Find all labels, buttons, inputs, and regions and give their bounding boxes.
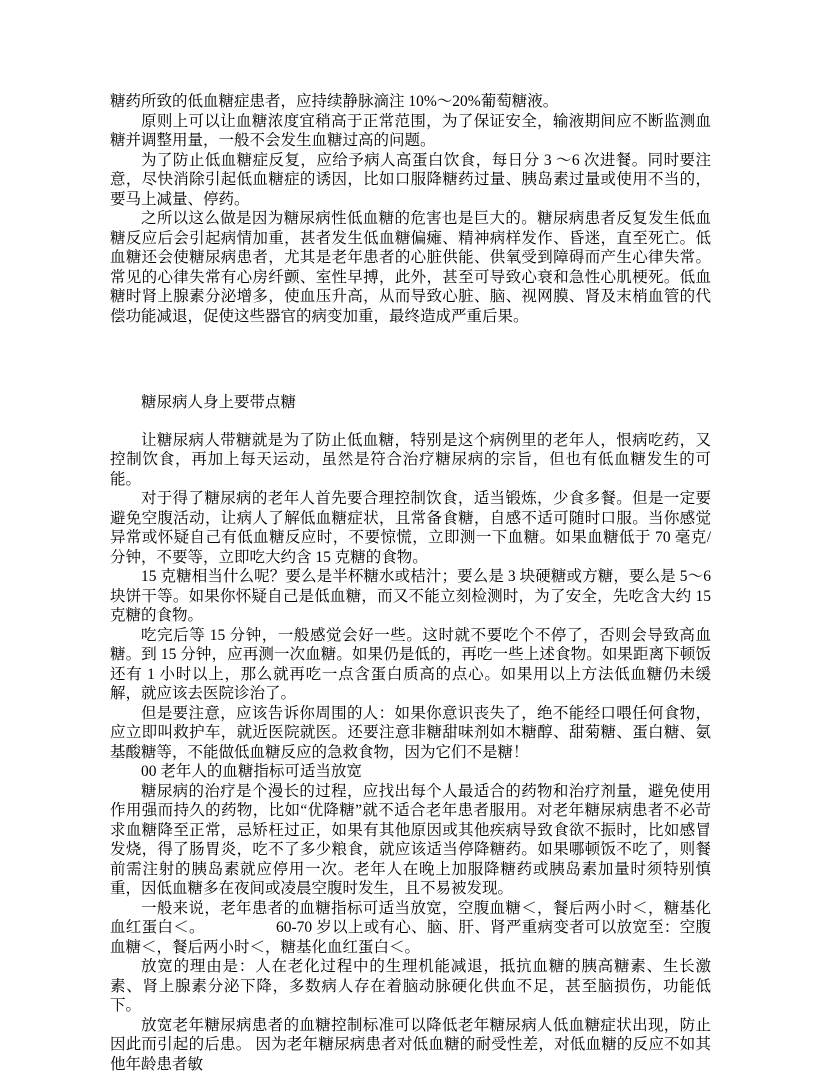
paragraph-section-3: 15 克糖相当什么呢？要么是半杯糖水或桔汁；要么是 3 块硬糖或方糖，要么是 5～6 块饼干等。如果你怀疑自己是低血糖，而又不能立刻检测时，为了安全，先吃含大约 15 克糖的食物。	[110, 567, 711, 626]
paragraph-intro-continuation: 糖药所致的低血糖症患者，应持续静脉滴注 10%～20%葡萄糖液。	[110, 92, 711, 112]
paragraph-section-5: 但是要注意，应该告诉你周围的人：如果你意识丧失了，绝不能经口喂任何食物，应立即叫救护车，就近医院就医。还要注意非糖甜味剂如木糖醇、甜菊糖、蛋白糖、氨基酸糖等，不能做低血糖反应的急救食物，因为它们不是糖！	[110, 704, 711, 763]
paragraph-section-1: 让糖尿病人带糖就是为了防止低血糖，特别是这个病例里的老年人，恨病吃药，又控制饮食，再加上每天运动，虽然是符合治疗糖尿病的宗旨，但也有低血糖发生的可能。	[110, 431, 711, 490]
paragraph-intro-2: 原则上可以让血糖浓度宜稍高于正常范围，为了保证安全，输液期间应不断监测血糖并调整用量，一般不会发生血糖过高的问题。	[110, 112, 711, 151]
paragraph-intro-3: 为了防止低血糖症反复，应给予病人高蛋白饮食，每日分 3 ～6 次进餐。同时要注意，尽快消除引起低血糖症的诱因，比如口服降糖药过量、胰岛素过量或使用不当的，要马上减量、停药。	[110, 151, 711, 210]
paragraph-section-2: 对于得了糖尿病的老年人首先要合理控制饮食，适当锻炼，少食多餐。但是一定要避免空腹活动，让病人了解低血糖症状，且常备食糖，自感不适可随时口服。当你感觉异常或怀疑自己有低血糖反应时，不要惊慌，立即测一下血糖。如果血糖低于 70 毫克/分钟，不要等，立即吃大约含 15 克糖的食物。	[110, 489, 711, 567]
paragraph-section-8: 一般来说，老年患者的血糖指标可适当放宽，空腹血糖＜，餐后两小时＜，糖基化血红蛋白＜。 60-70 岁以上或有心、脑、肝、肾严重病变者可以放宽至：空腹血糖＜，餐后两小时＜，糖基化血红蛋白＜。	[110, 899, 711, 958]
paragraph-intro-4: 之所以这么做是因为糖尿病性低血糖的危害也是巨大的。糖尿病患者反复发生低血糖反应后会引起病情加重，甚者发生低血糖偏瘫、精神病样发作、昏迷，直至死亡。低血糖还会使糖尿病患者，尤其是老年患者的心脏供能、供氧受到障碍而产生心律失常。常见的心律失常有心房纤颤、室性早搏，此外，甚至可导致心衰和急性心肌梗死。低血糖时肾上腺素分泌增多，使血压升高，从而导致心脏、脑、视网膜、肾及末梢血管的代偿功能减退，促使这些器官的病变加重，最终造成严重后果。	[110, 209, 711, 326]
paragraph-section-9: 放宽的理由是：人在老化过程中的生理机能减退，抵抗血糖的胰高糖素、生长激素、肾上腺素分泌下降，多数病人存在着脑动脉硬化供血不足，甚至脑损伤，功能低下。	[110, 957, 711, 1016]
paragraph-section-7: 糖尿病的治疗是个漫长的过程，应找出每个人最适合的药物和治疗剂量，避免使用作用强而持久的药物，比如“优降糖”就不适合老年患者服用。对老年糖尿病患者不必苛求血糖降至正常，忌矫枉过正，如果有其他原因或其他疾病导致食欲不振时，比如感冒发烧，得了肠胃炎，吃不了多少粮食，就应该适当停降糖药。如果哪顿饭不吃了，则餐前需注射的胰岛素就应停用一次。老年人在晚上加服降糖药或胰岛素加量时须特别慎重，因低血糖多在夜间或凌晨空腹时发生，且不易被发现。	[110, 782, 711, 899]
section-heading: 糖尿病人身上要带点糖	[110, 393, 711, 413]
document-text-block	[110, 92, 711, 1074]
paragraph-subheading-blood-sugar-targets: 00 老年人的血糖指标可适当放宽	[110, 762, 711, 782]
heading-gap	[110, 413, 711, 431]
paragraph-section-4: 吃完后等 15 分钟，一般感觉会好一些。这时就不要吃个不停了，否则会导致高血糖。到 15 分钟，应再测一次血糖。如果仍是低的，再吃一些上述食物。如果距离下顿饭还有 1 小时以上，那么就再吃一点含蛋白质高的点心。如果用以上方法低血糖仍未缓解，就应该去医院诊治了。	[110, 626, 711, 704]
section-gap	[110, 326, 711, 393]
paragraph-section-10: 放宽老年糖尿病患者的血糖控制标准可以降低老年糖尿病人低血糖症状出现，防止因此而引起的后患。 因为老年糖尿病患者对低血糖的耐受性差，对低血糖的反应不如其他年龄患者敏	[110, 1016, 711, 1074]
